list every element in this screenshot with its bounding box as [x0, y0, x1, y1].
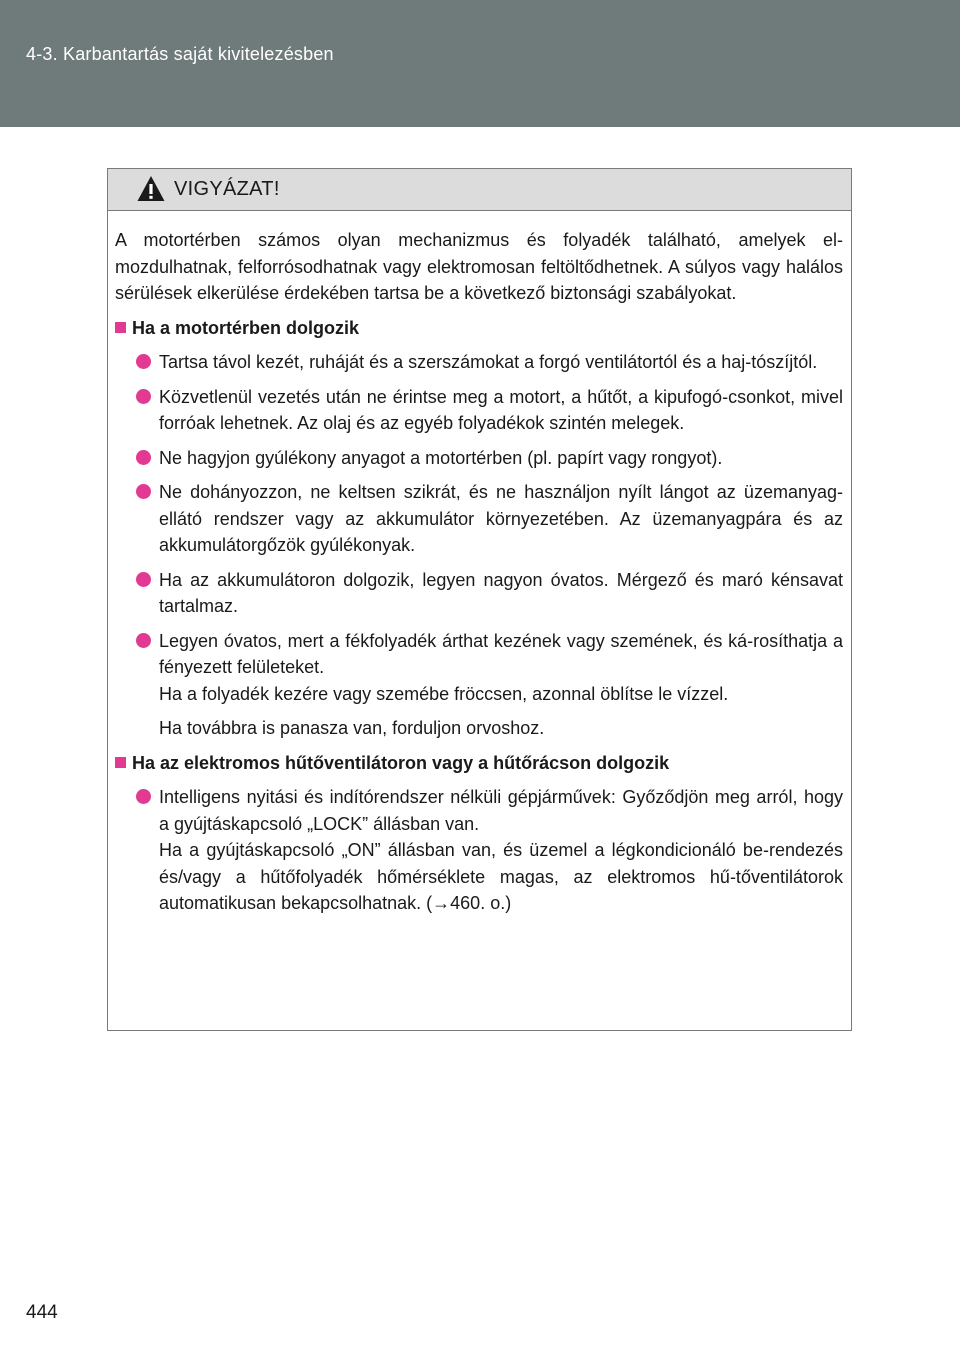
section-heading: [115, 315, 843, 342]
list-item-text: Intelligens nyitási és indítórendszer nélküli gépjárművek: Győződjön meg arról, hogy a gyújtáskapcsoló „LOCK” állásban van.: [159, 787, 843, 834]
section-title: Ha a motortérben dolgozik: [132, 317, 360, 338]
list-item-text: Ne dohányozzon, ne keltsen szikrát, és ne használjon nyílt lángot az üzemanyag-ellátó rendszer vagy az akkumulátor környezetében. Az üzemanyagpára és az akkumulátorgőzök gyúlékonyak.: [159, 482, 843, 555]
section-title: Ha az elektromos hűtőventilátoron vagy a hűtőrácson dolgozik: [132, 752, 670, 773]
round-bullet-icon: [136, 789, 151, 804]
round-bullet-icon: [136, 354, 151, 369]
list-item: [115, 349, 843, 376]
round-bullet-icon: [136, 572, 151, 587]
page-header: [0, 0, 960, 127]
list-item: [115, 445, 843, 472]
chapter-title: 4-3. Karbantartás saját kivitelezésben: [26, 44, 334, 64]
warning-box: [107, 168, 852, 1031]
warning-intro: A motortérben számos olyan mechanizmus és folyadék található, amelyek el-mozdulhatnak, felforrósodhatnak vagy elektromosan feltöltődhetnek. A súlyos vagy halálos sérülések elkerülése érdekében tartsa be a következő biztonsági szabályokat.: [115, 230, 843, 303]
list-item: [115, 628, 843, 708]
round-bullet-icon: [136, 633, 151, 648]
list-item-text: Ne hagyjon gyúlékony anyagot a motortérben (pl. papírt vagy rongyot).: [159, 447, 723, 468]
list-item-text: Legyen óvatos, mert a fékfolyadék árthat kezének vagy szemének, és ká-rosíthatja a fényezett felületeket.: [159, 630, 843, 677]
list-item-text: Közvetlenül vezetés után ne érintse meg a motort, a hűtőt, a kipufogó-csonkot, mivel forróak lehetnek. Az olaj és az egyéb folyadékok szintén melegek.: [159, 386, 843, 433]
warning-title: VIGYÁZAT!: [174, 178, 280, 200]
list-item-text: Ha a gyújtáskapcsoló „ON” állásban van, és üzemel a légkondicionáló be-rendezés és/vagy a hűtőfolyadék hőmérséklete magas, az elektromos hű-tőventilátorok automatikusan bekapcsolhatnak. (→460. o.): [159, 840, 843, 913]
list-item-text: Ha az akkumulátoron dolgozik, legyen nagyon óvatos. Mérgező és maró kénsavat tartalmaz.: [159, 569, 843, 616]
list-item-text: Tartsa távol kezét, ruháját és a szerszámokat a forgó ventilátortól és a haj-tószíjtól.: [159, 352, 818, 372]
section-heading: [115, 750, 843, 777]
round-bullet-icon: [136, 450, 151, 465]
warning-body: [115, 227, 843, 925]
square-bullet-icon: [115, 322, 126, 333]
round-bullet-icon: [136, 389, 151, 404]
list-item-text: Ha a folyadék kezére vagy szemébe fröccsen, azonnal öblítse le vízzel.: [159, 683, 729, 704]
warning-header: [108, 169, 851, 211]
list-item: [115, 384, 843, 437]
square-bullet-icon: [115, 757, 126, 768]
list-item-continuation: Ha továbbra is panasza van, forduljon orvoshoz.: [159, 718, 545, 738]
page-number: 444: [26, 1302, 58, 1323]
list-item: [115, 567, 843, 620]
list-item: [115, 784, 843, 917]
list-item: [115, 479, 843, 559]
warning-triangle-icon: [136, 174, 166, 204]
round-bullet-icon: [136, 484, 151, 499]
